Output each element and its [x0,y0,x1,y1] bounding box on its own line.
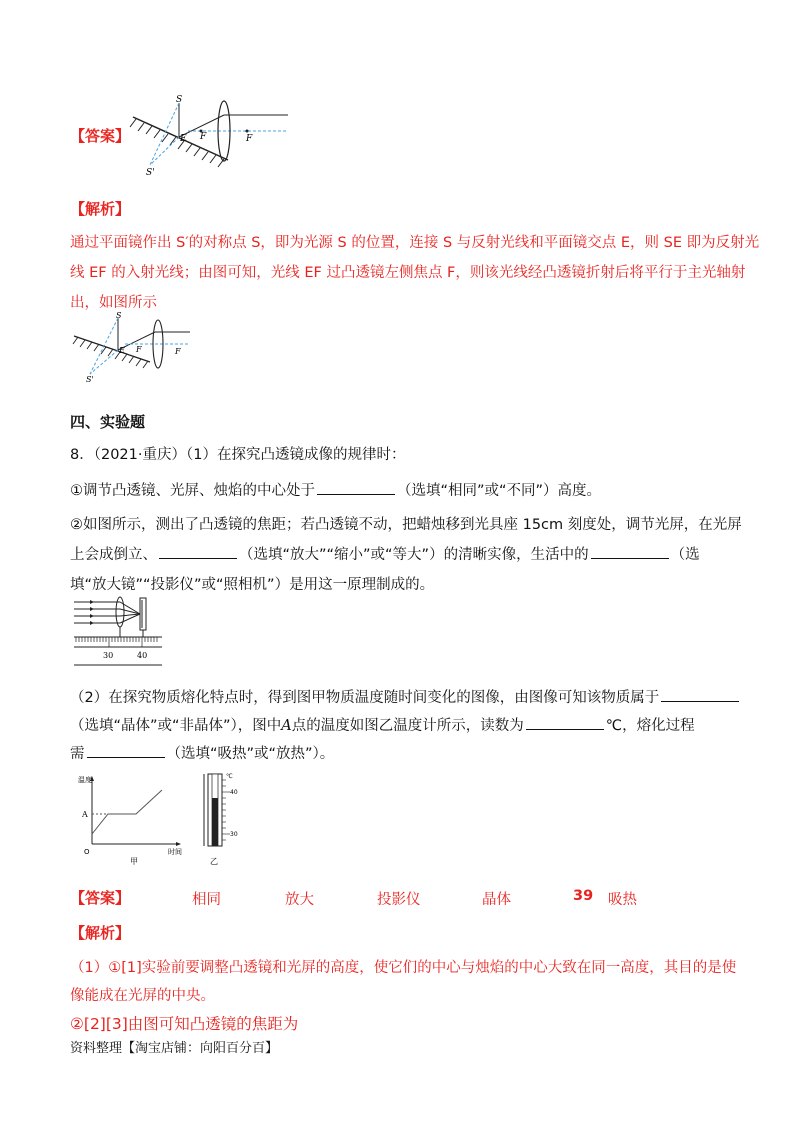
q8-item1-a: ①调节凸透镜、光屏、烛焰的中心处于 [70,483,315,499]
q8-part2-line2-b: 点的温度如图乙温度计所示，读数为 [291,718,524,734]
label-f-right: F [246,134,253,144]
label-e: E [180,134,187,144]
blank-4[interactable] [661,685,739,702]
answer-label-1: 【答案】 [70,127,131,145]
point-a-label: A [281,718,292,734]
thermo-tick-30: 30 [230,831,238,838]
q8-part2 [70,684,760,768]
q8-item2-line1: ②如图所示，测出了凸透镜的焦距；若凸透镜不动，把蜡烛移到光具座 15cm 刻度处，调节光屏，在光屏 [70,517,742,533]
q8-part2-line2-a: （选填“晶体”或“非晶体”），图中 [70,718,282,734]
label-s-2: S [116,311,122,320]
blank-2[interactable] [159,542,237,559]
blank-3[interactable] [591,542,669,559]
footer-text: 资料整理【淘宝店铺：向阳百分百】 [70,1041,279,1056]
analysis-2-line2: 像能成在光屏的中央。 [70,988,215,1004]
q8-part2-line2 [70,712,760,740]
q8-item2-line3: 填“放大镜”“投影仪”或“照相机”）是用这一原理制成的。 [70,577,435,593]
blank-6[interactable] [87,741,165,758]
label-s-prime: S' [146,168,155,178]
graph-ylabel: 温度 [78,776,92,784]
thermo-caption: 乙 [210,857,218,866]
answer-value-5: 39 [573,888,594,904]
label-f-right-2: F [175,347,181,356]
answer-label-2: 【答案】 [70,889,131,907]
q8-part2-line1 [70,684,760,712]
section-title: 四、实验题 [70,413,146,431]
answer-value-3: 投影仪 [377,892,421,908]
analysis-1-text [70,228,760,318]
analysis-label-1: 【解析】 [70,200,131,218]
analysis-2-line1: （1）①[1]实验前要调整凸透镜和光屏的高度，使它们的中心与烛焰的中心大致在同一高度，其目的是使 [70,960,737,976]
q8-item2-line2-c: （选 [670,547,700,563]
q8-item2 [70,510,750,600]
q8-item2-line2-b: （选填“放大”“缩小”或“等大”）的清晰实像，生活中的 [239,547,589,563]
answer-value-6: 吸热 [608,892,637,908]
q8-part2-line2-c: ℃，熔化过程 [605,718,695,734]
blank-1[interactable] [317,478,395,495]
answer-value-1: 相同 [192,892,221,908]
analysis-label-2: 【解析】 [70,924,131,942]
label-f-left-2: F [136,345,142,354]
melting-graph [78,772,188,872]
answer-value-2: 放大 [285,892,314,908]
thermo-unit: ℃ [226,773,233,780]
graph-point-a: A [82,810,88,819]
q8-part2-line3-b: （选填“吸热”或“放热”）。 [166,746,335,762]
q8-intro: 8．（2021·重庆）（1）在探究凸透镜成像的规律时： [70,447,406,463]
label-e-2: E [119,346,125,355]
graph-xlabel: 时间 [168,848,182,856]
ruler-label-30: 30 [103,651,114,660]
q8-item2-line2 [70,540,750,570]
analysis-1-line2: 线 EF 的入射光线；由图可知，光线 EF 过凸透镜左侧焦点 F，则该光线经凸透镜折射后将平行于主光轴射 [70,265,746,281]
thermo-tick-40: 40 [230,789,238,796]
answer-value-4: 晶体 [482,892,511,908]
q8-part2-line3 [70,740,760,768]
q8-item1 [70,478,601,501]
analysis-1-line3: 出，如图所示 [70,295,157,311]
blank-5[interactable] [526,713,604,730]
thermometer-figure [200,772,250,872]
q8-part2-line1-text: （2）在探究物质熔化特点时，得到图甲物质温度随时间变化的图像，由图像可知该物质属于 [70,690,660,706]
q8-item2-line2-a: 上会成倒立、 [70,547,157,563]
analysis-1-line1: 通过平面镜作出 S′的对称点 S，即为光源 S 的位置，连接 S 与反射光线和平面镜交点 E，则 SE 即为反射光 [70,235,760,251]
ruler-label-40: 40 [137,651,148,660]
graph-caption: 甲 [130,857,138,866]
label-f-left: F [200,132,207,142]
analysis-2-p2: ②[2][3]由图可知凸透镜的焦距为 [70,1015,299,1033]
optical-bench-figure [72,592,172,667]
label-s: S [176,95,183,105]
q8-item1-b: （选填“相同”或“不同”）高度。 [397,483,602,499]
reflection-figure-1 [128,95,298,185]
reflection-figure-2 [70,312,200,382]
label-s-prime-2: S' [86,375,94,384]
analysis-2-text [70,954,760,1010]
graph-origin: O [84,848,90,856]
q8-part2-line3-a: 需 [70,746,85,762]
